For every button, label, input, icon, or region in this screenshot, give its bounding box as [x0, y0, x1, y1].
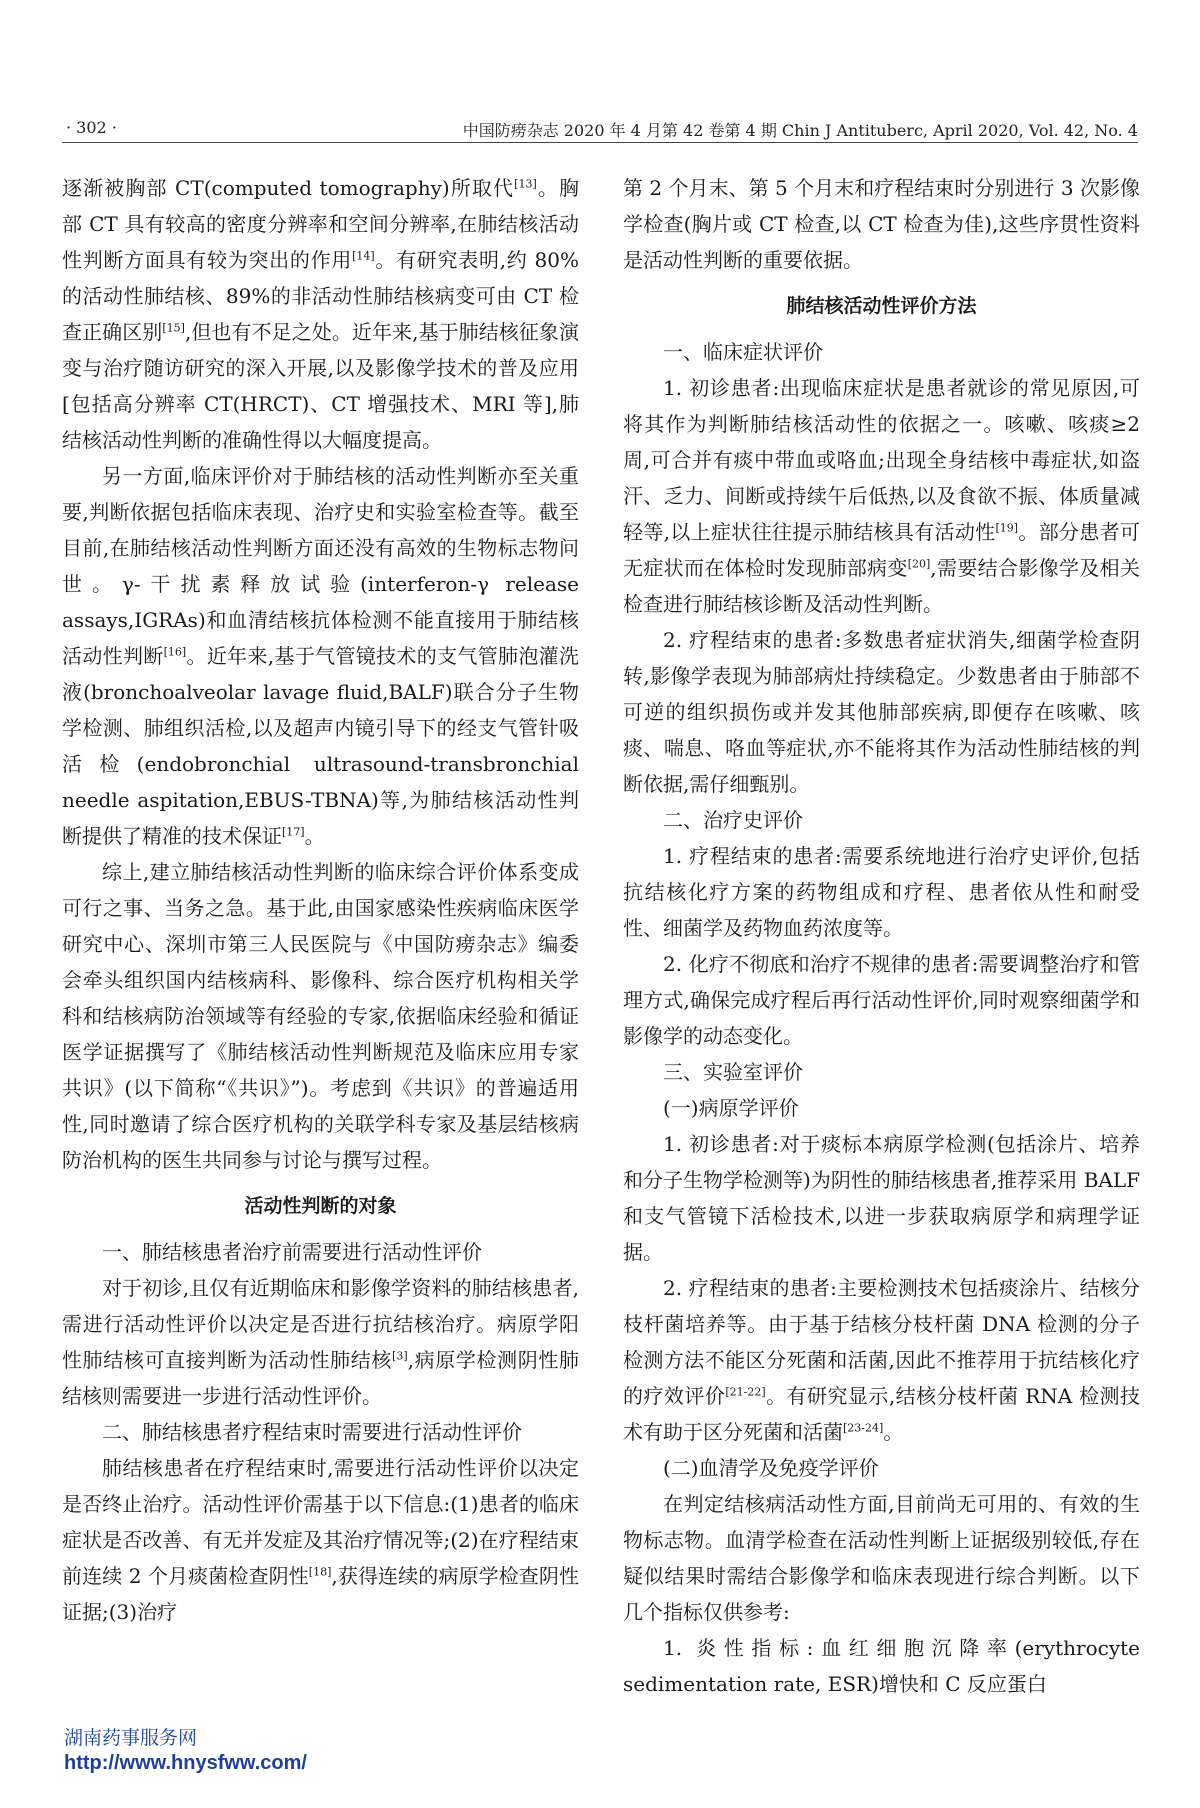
- section-heading: 活动性判断的对象: [244, 1195, 397, 1217]
- paragraph: 1. 疗程结束的患者:需要系统地进行治疗史评价,包括抗结核化疗方案的药物组成和疗程、患者依从性和耐受性、细菌学及药物血药浓度等。: [623, 844, 1140, 940]
- citation[interactable]: [17]: [282, 825, 305, 839]
- paragraph: 1. 炎性指标:血红细胞沉降率(erythrocyte sedimentation rate, ESR)增快和 C 反应蛋白: [623, 1636, 1140, 1696]
- right-column: [623, 170, 1140, 1702]
- paragraph: 逐渐被胸部 CT(computed tomography)所取代[13]。胸部 CT 具有较高的密度分辨率和空间分辨率,在肺结核活动性判断方面具有较为突出的作用[14]。有研究表明,约 80%的活动性肺结核、89%的非活动性肺结核病变可由 CT 检查正确区别[15],但也有不足之处。近年来,基于肺结核征象演变与治疗随访研究的深入开展,以及影像学技术的普及应用[包括高分辨率 CT(HRCT)、CT 增强技术、MRI 等],肺结核活动性判断的准确性得以大幅度提高。: [62, 176, 580, 452]
- citation[interactable]: [13]: [514, 177, 537, 191]
- page-number: · 302 ·: [66, 118, 117, 137]
- paragraph: 对于初诊,且仅有近期临床和影像学资料的肺结核患者,需进行活动性评价以决定是否进行抗结核治疗。病原学阳性肺结核可直接判断为活动性肺结核[3],病原学检测阴性肺结核则需要进一步进行活动性评价。: [62, 1276, 579, 1408]
- citation[interactable]: [18]: [308, 1565, 332, 1579]
- subsection-heading: 二、治疗史评价: [663, 808, 803, 832]
- paragraph: 综上,建立肺结核活动性判断的临床综合评价体系变成可行之事、当务之急。基于此,由国家感染性疾病临床医学研究中心、深圳市第三人民医院与《中国防痨杂志》编委会牵头组织国内结核病科、影像科、综合医疗机构相关学科和结核病防治领域等有经验的专家,依据临床经验和循证医学证据撰写了《肺结核活动性判断规范及临床应用专家共识》(以下简称“《共识》”)。考虑到《共识》的普遍适用性,同时邀请了综合医疗机构的关联学科专家及基层结核病防治机构的医生共同参与讨论与撰写过程。: [62, 860, 579, 1172]
- subsection-heading: (二)血清学及免疫学评价: [663, 1456, 879, 1480]
- citation[interactable]: [23-24]: [843, 1421, 884, 1435]
- paragraph: 在判定结核病活动性方面,目前尚无可用的、有效的生物标志物。血清学检查在活动性判断上证据级别较低,存在疑似结果时需结合影像学和临床表现进行综合判断。以下几个指标仅供参考:: [623, 1492, 1140, 1624]
- citation[interactable]: [15]: [162, 321, 185, 335]
- subsection-heading: 三、实验室评价: [663, 1060, 803, 1084]
- paragraph: 另一方面,临床评价对于肺结核的活动性判断亦至关重要,判断依据包括临床表现、治疗史和实验室检查等。截至目前,在肺结核活动性判断方面还没有高效的生物标志物问世。γ-干扰素释放试验(interferon-γ release assays,IGRAs)和血清结核抗体检测不能直接用于肺结核活动性判断[16]。近年来,基于气管镜技术的支气管肺泡灌洗液(bronchoalveolar lavage fluid,BALF)联合分子生物学检测、肺组织活检,以及超声内镜引导下的经支气管针吸活检(endobronchial ultrasound-transbronchial needle aspitation,EBUS-TBNA)等,为肺结核活动性判断提供了精准的技术保证[17]。: [62, 464, 579, 848]
- section-heading: 肺结核活动性评价方法: [786, 295, 977, 317]
- watermark: [64, 1726, 307, 1776]
- paragraph: 1. 初诊患者:对于痰标本病原学检测(包括涂片、培养和分子生物学检测等)为阴性的肺结核患者,推荐采用 BALF 和支气管镜下活检技术,以进一步获取病原学和病理学证据。: [623, 1132, 1140, 1264]
- paragraph: 2. 化疗不彻底和治疗不规律的患者:需要调整治疗和管理方式,确保完成疗程后再行活动性评价,同时观察细菌学和影像学的动态变化。: [623, 952, 1140, 1048]
- left-column: [62, 170, 579, 1630]
- paragraph: 2. 疗程结束的患者:多数患者症状消失,细菌学检查阴转,影像学表现为肺部病灶持续稳定。少数患者由于肺部不可逆的组织损伤或并发其他肺部疾病,即便存在咳嗽、咳痰、喘息、咯血等症状,亦不能将其作为活动性肺结核的判断依据,需仔细甄别。: [623, 628, 1140, 796]
- watermark-url-link[interactable]: http://www.hnysfww.com/: [64, 1752, 307, 1774]
- paragraph: 2. 疗程结束的患者:主要检测技术包括痰涂片、结核分枝杆菌培养等。由于基于结核分枝杆菌 DNA 检测的分子检测方法不能区分死菌和活菌,因此不推荐用于抗结核化疗的疗效评价[21-22]。有研究显示,结核分枝杆菌 RNA 检测技术有助于区分死菌和活菌[23-24]。: [623, 1276, 1140, 1444]
- subsection-heading: 二、肺结核患者疗程结束时需要进行活动性评价: [102, 1420, 522, 1444]
- citation[interactable]: [19]: [995, 521, 1019, 535]
- watermark-name: 湖南药事服务网: [64, 1728, 198, 1749]
- citation[interactable]: [16]: [163, 645, 187, 659]
- citation[interactable]: [14]: [352, 249, 375, 263]
- paragraph: 肺结核患者在疗程结束时,需要进行活动性评价以决定是否终止治疗。活动性评价需基于以下信息:(1)患者的临床症状是否改善、有无并发症及其治疗情况等;(2)在疗程结束前连续 2 个月痰菌检查阴性[18],获得连续的病原学检查阴性证据;(3)治疗: [62, 1456, 579, 1624]
- subsection-heading: 一、肺结核患者治疗前需要进行活动性评价: [102, 1240, 482, 1264]
- citation[interactable]: [20]: [907, 557, 931, 571]
- citation[interactable]: [21-22]: [725, 1385, 766, 1399]
- header-rule: [62, 142, 1138, 143]
- citation[interactable]: [3]: [392, 1349, 408, 1363]
- subsection-heading: (一)病原学评价: [663, 1096, 799, 1120]
- running-header: 中国防痨杂志 2020 年 4 月第 42 卷第 4 期 Chin J Antituberc, April 2020, Vol. 42, No. 4: [462, 121, 1138, 140]
- paragraph: 1. 初诊患者:出现临床症状是患者就诊的常见原因,可将其作为判断肺结核活动性的依据之一。咳嗽、咳痰≥2 周,可合并有痰中带血或咯血;出现全身结核中毒症状,如盗汗、乏力、间断或持续午后低热,以及食欲不振、体质量减轻等,以上症状往往提示肺结核具有活动性[19]。部分患者可无症状而在体检时发现肺部病变[20],需要结合影像学及相关检查进行肺结核诊断及活动性判断。: [623, 376, 1141, 616]
- paragraph: 第 2 个月末、第 5 个月末和疗程结束时分别进行 3 次影像学检查(胸片或 CT 检查,以 CT 检查为佳),这些序贯性资料是活动性判断的重要依据。: [623, 176, 1140, 272]
- subsection-heading: 一、临床症状评价: [663, 340, 823, 364]
